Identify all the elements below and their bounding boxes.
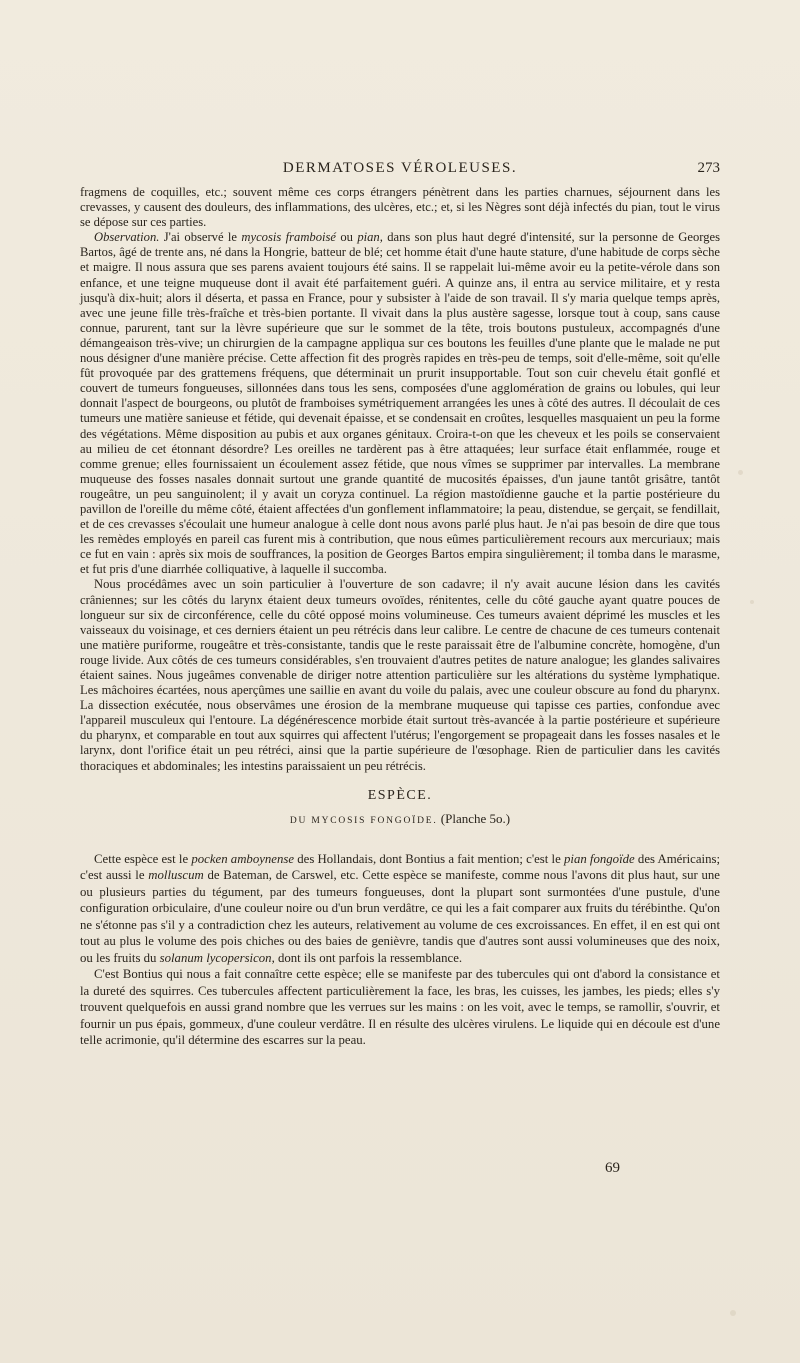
- term: solanum lycopersicon,: [159, 950, 275, 965]
- page-number: 273: [697, 160, 720, 176]
- text-run: Cette espèce est le: [94, 851, 192, 866]
- term: pian fongoïde: [563, 851, 635, 866]
- section-subtitle: [80, 811, 720, 829]
- species-name: DU MYCOSIS FONGOÏDE.: [289, 815, 438, 826]
- body-text: [80, 185, 720, 1049]
- paper-spot: [750, 600, 754, 604]
- term: mycosis framboisé: [241, 230, 336, 245]
- term: pocken amboynense: [191, 851, 295, 866]
- paragraph: Nous procédâmes avec un soin particulier à l'ouverture de son cadavre; il n'y avait aucune lésion dans les cavités crâniennes; sur les côtés du larynx étaient deux tumeurs ovoïdes, rénitentes, celle du côté gauche ayant quatre pouces de longueur sur six de circonférence, celle du côté opposé moins volumineuse. Ces tumeurs avaient déprimé les muscles et les vaisseaux du voisinage, et ces derniers étaient un peu rétrécis dans leur calibre. Le centre de chacune de ces tumeurs contenait une matière puriforme, rougeâtre et très-consistante, tandis que le reste paraissait être de l'albumine concrète, homogène, d'un rouge livide. Aux côtés de ces tumeurs considérables, s'en trouvaient d'autres petites de nature analogue; les glandes salivaires étaient saines. Nous jugeâmes convenable de diriger notre attention particulière sur les altérations du système lymphatique. Les mâchoires écartées, nous aperçûmes une saillie en avant du voile du palais, avec une couleur obscure au fond du pharynx. La dissection exécutée, nous observâmes une érosion de la membrane muqueuse qui tapisse ces parties, confondue avec l'appareil musculeux qui l'entoure. La dégénérescence morbide était surtout très-avancée à la partie postérieure et supérieure du pharynx, et comparable en tout aux squirres qui affectent l'utérus; l'engorgement se propageait dans les fosses nasales et le larynx, dont l'orifice était un peu rétréci, ainsi que la partie supérieure de l'œsophage. Rien de particulier dans les cavités thoraciques et abdominales; les intestins paraissaient un peu rétrécis.: [80, 577, 720, 773]
- text-run: ou: [336, 230, 358, 245]
- paper-spot: [738, 470, 743, 475]
- paragraph: C'est Bontius qui nous a fait connaître cette espèce; elle se manifeste par des tubercules qui ont d'abord la consistance et la dureté des squirres. Ces tubercules affectent particulièrement la face, les bras, les cuisses, les jambes, les pieds; elles s'y trouvent quelquefois en aussi grand nombre que les verrues sur les mains : on les voit, avec le temps, se ramollir, s'ouvrir, et fournir un pus épais, gommeux, d'une couleur verdâtre. Il en résulte des ulcères virulens. Le liquide qui en découle est d'une telle acrimonie, qu'il détermine des escarres sur la peau.: [80, 967, 720, 1048]
- paper-spot: [730, 1310, 736, 1316]
- text-run: de Bateman, de Carswel, etc. Cette espèce se manifeste, comme nous l'avons dit plus haut, sur une ou plusieurs parties du tégument, par des tumeurs fongueuses, dont la plupart sont surmontées d'une pustule, d'une configuration orbiculaire, d'une couleur noire ou d'un brun verdâtre, ce qui les a fait comparer aux fruits du térébinthe. Qu'on ne s'étonne pas s'il y a contradiction chez les auteurs, relativement au volume de ces excroissances. En effet, il en est qui ont tout au plus le volume des pois chiches ou des baies de genièvre, tandis que d'autres sont aussi volumineuses que des noix, ou les fruits du: [80, 868, 720, 965]
- term: molluscum: [148, 868, 204, 883]
- text-run: dans son plus haut degré d'intensité, sur la personne de Georges Bartos, âgé de trente ans, né dans la Hongrie, batteur de blé; cet homme était d'une haute stature, d'une habitude de corps sèche et maigre. Il nous assura que ses parens avaient toujours été sains. Il se rappelait lui-même avoir eu la petite-vérole dans son enfance, et une teigne muqueuse dont il avait été parfaitement guéri. A quinze ans, il entra au service militaire, et y resta jusqu'à dix-huit; alors il déserta, et passa en France, pour y subsister à l'aide de son travail. Il s'y maria quelque temps après, avec une jeune fille très-fraîche et très-bien portante. Il vivait dans la plus austère sagesse, lorsque tout à coup, sans cause connue, parurent, tant sur la lèvre supérieure que sur le sommet de la tête, trois boutons pustuleux, accompagnés d'une démangeaison très-vive; un chirurgien de la campagne appliqua sur ces boutons les feuilles d'une plante que le malade ne put nous désigner d'une manière précise. Cette affection fit des progrès rapides en très-peu de temps, soit d'elle-même, soit qu'elle fût provoquée par des grattemens fréquens, que déterminait un prurit insupportable. Tout son cuir chevelu était gonflé et couvert de tumeurs fongueuses, sillonnées dans tous les sens, composées d'une agglomération de grains ou lobules, qui leur donnait l'aspect de bourgeons, ou plutôt de framboises symétriquement arrangées les unes à côté des autres. Il découlait de ces tumeurs une matière sanieuse et fétide, qui devenait épaisse, et se condensait en croûtes, lesquelles masquaient un peu la forme des végétations. Même disposition au pubis et aux organes génitaux. Croira-t-on que les cheveux et les poils se conservaient au milieu de cet étonnant désordre? Les oreilles ne tardèrent pas à être attaquées; leur surface était enflammée, rouge et comme grenue; elles fournissaient un écoulement assez fétide, que nous vîmes se supprimer par intervalles. La membrane muqueuse des fosses nasales donnait surtout une grande quantité de mucosités épaisses, d'un jaune tantôt grisâtre, tantôt rougeâtre, un peu sanguinolent; il y avait un coryza continuel. La région mastoïdienne gauche et la partie postérieure du pavillon de l'oreille du même côté, étaient affectées d'un gonflement inflammatoire; la peau, distendue, se gerçait, se fendillait, et de ces crevasses s'écoulait une humeur analogue à celle dont nous avons parlé plus haut. Je n'ai pas besoin de dire que tous les remèdes employés en pareil cas furent mis à contribution, que nous eûmes particulièrement recours aux mercuriaux; mais ce fut en vain : après six mois de souffrances, la position de Georges Bartos empira singulièrement; il tomba dans le marasme, et fut pris d'une diarrhée colliquative, à laquelle il succomba.: [80, 230, 721, 577]
- plate-reference: (Planche 5o.): [437, 810, 511, 826]
- text-run: des Hollandais, dont Bontius a fait mention; c'est le: [294, 851, 564, 866]
- observation-paragraph: [80, 230, 720, 577]
- paragraph: fragmens de coquilles, etc.; souvent même ces corps étrangers pénètrent dans les parties charnues, séjournent dans les crevasses, y causent des douleurs, des inflammations, des ulcères, etc.; et, si les Nègres sont déjà infectés du pian, tout le virus se dépose sur ces parties.: [80, 185, 720, 230]
- paragraph: [80, 851, 720, 967]
- text-run: dont ils ont parfois la ressemblance.: [274, 950, 463, 965]
- running-title: DERMATOSES VÉROLEUSES.: [282, 160, 518, 176]
- text-run: des Américains; c'est aussi le: [80, 851, 721, 883]
- signature-mark: 69: [605, 1160, 620, 1176]
- term: pian,: [357, 230, 383, 245]
- observation-label: Observation.: [94, 230, 160, 245]
- lower-text: [80, 851, 720, 1049]
- section-title: ESPÈCE.: [367, 787, 433, 803]
- text-run: J'ai observé le: [159, 230, 242, 245]
- page-header: [80, 160, 720, 182]
